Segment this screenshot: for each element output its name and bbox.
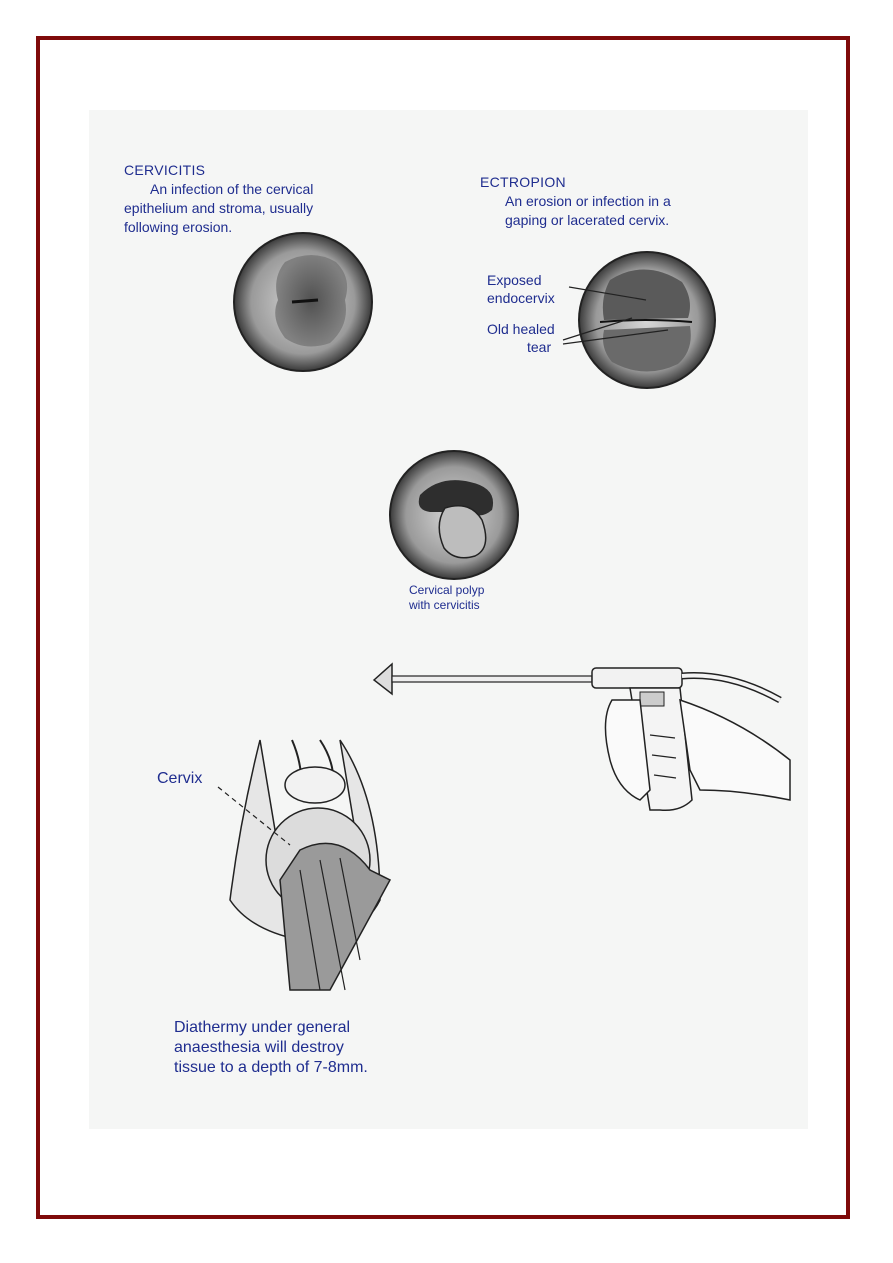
cervicitis-description-line-2: epithelium and stroma, usually [124,200,314,216]
old-healed-tear-label-line-1: Old healed [487,321,555,337]
polyp-caption-line-2: with cervicitis [409,598,480,612]
exposed-endocervix-label-line-2: endocervix [487,290,555,306]
ectropion-description-line-2: gaping or lacerated cervix. [505,212,670,228]
cervicitis-cervix-drawing [234,233,372,371]
cervical-polyp-drawing [390,451,518,579]
diathermy-cervix-drawing [218,740,390,990]
ectropion-cervix-drawing [563,252,715,388]
old-healed-tear-label-line-2: tear [527,339,552,355]
diathermy-instrument-drawing [374,664,790,810]
exposed-endocervix-label-line-1: Exposed [487,272,542,288]
ectropion-description-line-1: An erosion or infection in a [505,193,671,209]
diathermy-caption-line-2: anaesthesia will destroy [174,1039,344,1056]
diathermy-caption-line-1: Diathermy under general [174,1019,351,1036]
polyp-caption-line-1: Cervical polyp [409,583,485,597]
cervicitis-description-line-1: An infection of the cervical [150,181,314,197]
cervix-label: Cervix [157,770,203,787]
ectropion-title: ECTROPION [480,174,566,190]
diathermy-caption-line-3: tissue to a depth of 7-8mm. [174,1059,368,1076]
cervicitis-title: CERVICITIS [124,162,206,178]
cervicitis-description-line-3: following erosion. [124,219,233,235]
